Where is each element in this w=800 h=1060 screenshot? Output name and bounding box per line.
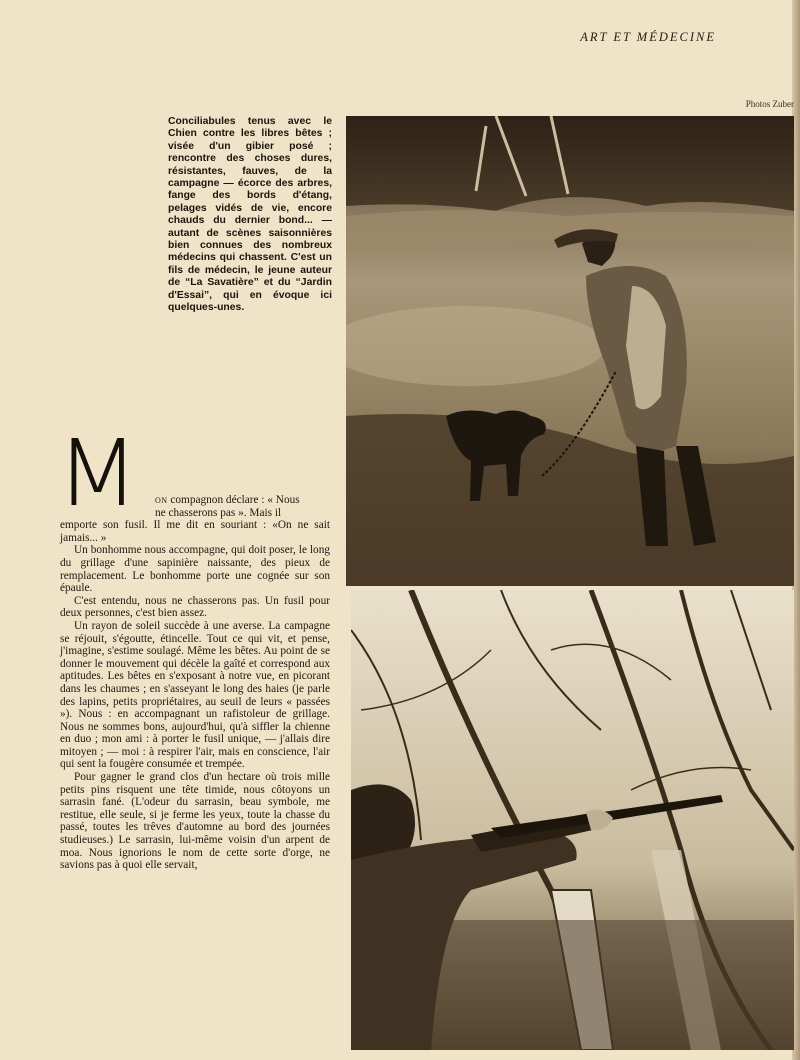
lead-line-1 (60, 494, 330, 507)
article-paragraph: Un bonhomme nous accompagne, qui doit poser, le long du grillage d'une sapinière naissante, des pieux de remplacement. Le bonhomme porte une cognée sur son épaule. (60, 544, 330, 595)
article-body (60, 494, 330, 872)
hunter-aiming-rifle-photo (351, 590, 794, 1050)
hunter-with-dog-photo (346, 116, 794, 586)
lead-smallcaps: on (155, 494, 168, 506)
hunter-aiming-illustration (351, 590, 794, 1050)
intro-text: Conciliabules tenus avec le Chien contre les libres bêtes ; visée d'un gibier posé ; rencontre des choses dures, résistantes, fauves, de la campagne — écorce des arbres, fange des bords d'étang, pelages vidés de vie, encore chauds du dernier bond... — autant de scènes saisonnières bien connues des nombreux médecins qui chassent. C'est un fils de médecin, le jeune auteur de “La Savatière” et du “Jardin d'Essai”, qui en évoque ici quelques-unes. (168, 116, 332, 314)
article-paragraph: C'est entendu, nous ne chasserons pas. Un fusil pour deux personnes, c'est bien assez. (60, 594, 330, 620)
photo-credit: Photos Zuber (745, 99, 794, 109)
lead-line-2: ne chasserons pas ». Mais il (155, 506, 282, 519)
article-paragraph: Pour gagner le grand clos d'un hectare où trois mille petits pins risquent une tête timide, nous côtoyons un sarrasin fané. (L'odeur du sarrasin, beau symbole, me restitue, elle seule, si je ferme les yeux, toute la chasse du passé, toutes les trêves d'automne au bord des journées studieuses.) Le sarrasin, lui-même voisin d'un arpent de moa. Nous ignorions le nom de cette sorte d'orge, ne savions pas à quoi elle servait, (60, 771, 330, 872)
drop-cap: M (56, 420, 140, 527)
section-header: ART ET MÉDECINE (580, 30, 716, 44)
lead-rest: emporte son fusil. Il me dit en souriant : «On ne sait jamais... » (60, 519, 330, 544)
hunter-with-dog-illustration (346, 116, 794, 586)
article-paragraph: Un rayon de soleil succède à une averse. La campagne se réjouit, s'égoutte, étincelle. Tout ce qui vit, et pense, j'imagine, s'estime soulagé. Même les bêtes. Au point de se donner le mouvement qui décèle la gaîté et correspond aux aptitudes. Les bêtes en s'exposant à notre vue, en picorant dans les chaumes ; en s'asseyant le long des haies (je parle des lapins, petits propriétaires, au seuil de leurs « passées »). Nous : en accompagnant un rafistoleur de grillage. Nous ne sommes bons, aujourd'hui, qu'à siffler la chienne en duo ; mon ami : à porter le fusil unique, — j'allais dire mitoyen ; — moi : à respirer l'air, mais en conscience, l'air qui sent la fougère consumée et trempée. (60, 619, 330, 771)
lead-line1-text: compagnon déclare : « Nous (167, 494, 300, 506)
article-lead-paragraph (60, 494, 330, 544)
